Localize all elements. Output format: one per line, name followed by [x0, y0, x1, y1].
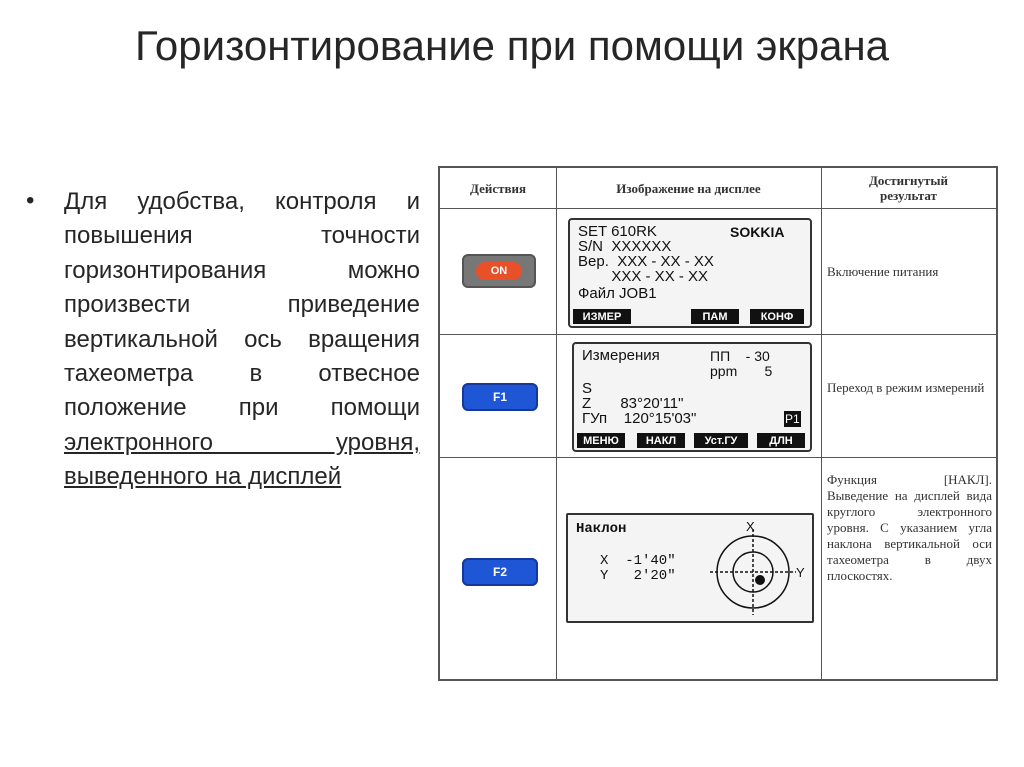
- bullet-text: [64, 185, 420, 495]
- result-measure-mode: Переход в режим измерений: [827, 380, 985, 395]
- screen-measure: [572, 342, 812, 452]
- screen-line: S/N XXXXXX: [578, 238, 672, 255]
- screen-line: Файл JOB1: [578, 285, 657, 302]
- softkey: МЕНЮ: [577, 433, 625, 448]
- slide-title: Горизонтирование при помощи экрана: [134, 22, 890, 69]
- screen-title: Наклон: [576, 521, 627, 537]
- table-divider: [440, 457, 996, 458]
- screen-tilt: [566, 513, 814, 623]
- bullet-underlined-text: электронного уровня, выведенного на дисплей: [64, 428, 420, 491]
- softkey: КОНФ: [750, 309, 804, 324]
- circular-level-icon: [708, 517, 808, 617]
- softkey: ДЛН: [757, 433, 805, 448]
- screen-line: SET 610RK: [578, 223, 657, 240]
- header-actions: Действия: [469, 180, 527, 196]
- screen-line: ppm 5: [710, 363, 773, 379]
- page-indicator: P1: [785, 412, 800, 426]
- softkey: ИЗМЕР: [573, 309, 631, 324]
- softkey: НАКЛ: [637, 433, 685, 448]
- on-key: [462, 254, 536, 288]
- f2-key: F2: [462, 558, 538, 586]
- bullet-plain-text: Для удобства, контроля и повышения точности горизонтирования можно произвести приведение вертикальной ось вращения тахеометра в отвесное положение при помощи: [64, 188, 420, 422]
- axis-x-label: X: [746, 519, 755, 534]
- header-display: Изображение на дисплее: [616, 180, 761, 196]
- screen-line: Измерения: [582, 347, 660, 364]
- table-divider: [556, 168, 557, 679]
- screen-line: S: [582, 380, 593, 397]
- table-divider: [821, 168, 822, 679]
- instruction-table: [438, 166, 998, 681]
- table-divider: [440, 334, 996, 335]
- screen-line: Z 83°20'11": [582, 395, 684, 412]
- result-tilt-function: Функция [НАКЛ]. Выведение на дисплей вида круглого электронного уровня. С указанием угла наклона вертикальной оси тахеометра в двух плоскостях.: [827, 472, 992, 583]
- screen-line: ГУп 120°15'03": [582, 410, 697, 427]
- screen-line: XXX - XX - XX: [578, 268, 709, 285]
- tilt-y-value: Y 2'20": [600, 568, 676, 584]
- screen-line: ПП - 30: [710, 348, 770, 364]
- on-key-label: ON: [476, 262, 522, 280]
- screen-startup: [568, 218, 812, 328]
- bullet-marker: •: [26, 187, 35, 214]
- tilt-x-value: X -1'40": [600, 553, 676, 569]
- f1-key: F1: [462, 383, 538, 411]
- softkey: ПАМ: [691, 309, 739, 324]
- brand-logo: SOKKIA: [730, 224, 785, 240]
- softkey: Уст.ГУ: [694, 433, 748, 448]
- table-divider: [440, 208, 996, 209]
- header-result: Достигнутый результат: [868, 173, 948, 203]
- screen-line: Вер. XXX - XX - XX: [578, 253, 714, 270]
- result-power-on: Включение питания: [827, 264, 939, 279]
- axis-y-label: Y: [796, 565, 805, 580]
